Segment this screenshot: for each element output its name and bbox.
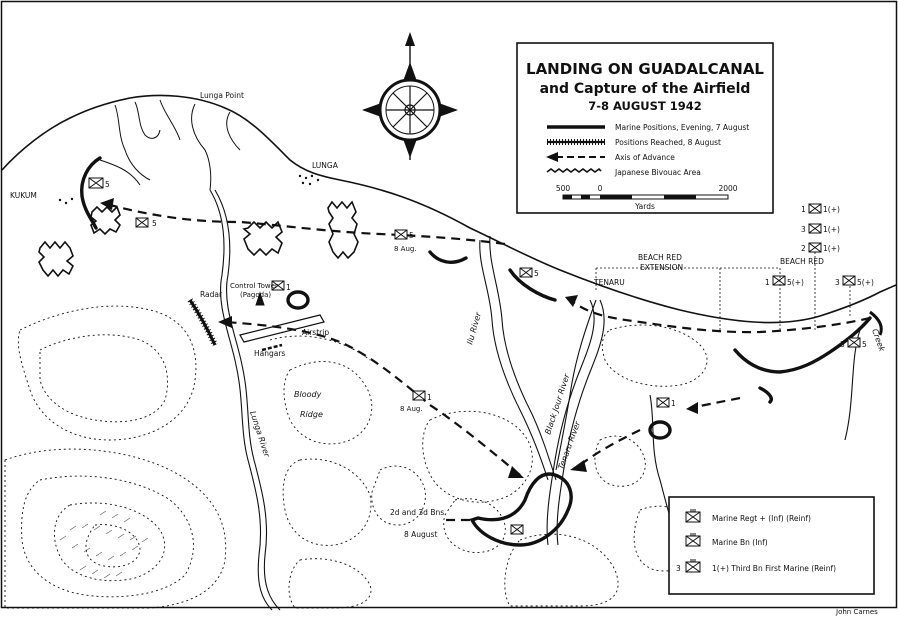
unit-symbol <box>511 525 523 534</box>
label-bloody: Bloody <box>294 390 322 399</box>
lunga-point-inlets <box>100 100 240 190</box>
marine-positions-7-aug <box>82 158 870 545</box>
legend-label: Positions Reached, 8 August <box>615 138 721 147</box>
title-box <box>517 43 773 213</box>
unit-label: 8 Aug. <box>394 245 417 253</box>
unit-symbol <box>773 276 785 285</box>
legend-symbol-label: Marine Regt + (Inf) (Reinf) <box>712 514 811 523</box>
unit-label: 1(+) <box>823 244 840 253</box>
label-tenaru-river: Tenaru River <box>556 420 583 471</box>
unit-label: 8 August <box>404 530 438 539</box>
unit-label: 1 <box>671 399 676 408</box>
label-creek: Creek <box>870 327 887 353</box>
hill-hachures <box>60 511 148 578</box>
unit-symbols <box>89 178 860 534</box>
unit-label: 1(+) <box>823 225 840 234</box>
legend-symbol-prefix: 3 <box>676 564 681 573</box>
label-lunga-point: Lunga Point <box>200 91 244 100</box>
label-lunga-river: Lunga River <box>248 409 272 459</box>
unit-symbol <box>809 224 821 233</box>
svg-text:2000: 2000 <box>718 184 738 193</box>
label-black-jour-river: Black Jour River <box>543 372 572 436</box>
legend-symbol-label: Marine Bn (Inf) <box>712 538 768 547</box>
legend-label: Japanese Bivouac Area <box>615 168 701 177</box>
unit-label: 5 <box>105 180 110 189</box>
unit-label: 1 <box>427 393 432 402</box>
contours <box>5 306 707 608</box>
unit-label: 5(+) <box>857 278 874 287</box>
label-pagoda: (Pagoda) <box>240 291 272 299</box>
svg-text:0: 0 <box>597 184 603 193</box>
unit-label: 1 <box>765 278 770 287</box>
unit-label: 5(+) <box>787 278 804 287</box>
title-line-1: LANDING ON GUADALCANAL <box>526 60 764 78</box>
compass-rose-icon <box>362 32 458 160</box>
lunga-river <box>215 190 280 610</box>
unit-label: 2d and 3d Bns <box>390 508 445 517</box>
unit-label: 5 <box>862 340 867 349</box>
unit-label: 2 <box>801 244 806 253</box>
unit-symbol <box>395 230 407 239</box>
unit-symbol <box>809 243 821 252</box>
unit-symbol <box>89 178 103 188</box>
label-ilu-river: Ilu River <box>465 311 483 346</box>
unit-symbol <box>657 398 669 407</box>
unit-symbol <box>848 338 860 347</box>
symbols-legend-box <box>669 497 874 594</box>
label-lunga: LUNGA <box>312 161 338 170</box>
legend-label: Marine Positions, Evening, 7 August <box>615 123 750 132</box>
scale-unit: Yards <box>635 202 655 211</box>
title-line-2: and Capture of the Airfield <box>539 81 751 97</box>
label-beach-red-extension-2: EXTENSION <box>640 263 684 272</box>
unit-labels <box>105 180 874 539</box>
label-tenaru: TENARU <box>594 278 625 287</box>
unit-label: 1 <box>286 283 291 292</box>
label-radar: Radar <box>200 290 223 299</box>
label-ridge: Ridge <box>300 410 323 419</box>
unit-symbol <box>809 204 821 213</box>
label-beach-red-extension: BEACH RED <box>638 253 682 262</box>
unit-label: 3 <box>835 278 840 287</box>
unit-label: 5 <box>534 269 539 278</box>
title-line-3: 7-8 AUGUST 1942 <box>588 99 702 113</box>
unit-label: 5 <box>409 231 414 240</box>
svg-text:500: 500 <box>555 184 571 193</box>
label-kukum: KUKUM <box>10 191 37 200</box>
label-control-tower: Control Tower <box>230 282 278 290</box>
unit-symbol <box>136 218 148 227</box>
advance-arrowheads <box>100 198 698 478</box>
label-beach-red: BEACH RED <box>780 257 824 266</box>
legend-symbol-label: 1(+) Third Bn First Marine (Reinf) <box>712 564 837 573</box>
unit-label: 8 Aug. <box>400 405 423 413</box>
credit: John Carnes <box>836 608 878 616</box>
unit-label: 1 <box>801 205 806 214</box>
unit-symbol <box>413 391 425 400</box>
unit-symbol <box>843 276 855 285</box>
unit-label: 3 <box>840 340 845 349</box>
unit-label: 1(+) <box>823 205 840 214</box>
unit-label: 5 <box>152 219 157 228</box>
legend-label: Axis of Advance <box>615 153 675 162</box>
unit-symbol <box>520 268 532 277</box>
label-hangars: Hangars <box>254 349 286 358</box>
label-airstrip: Airstrip <box>302 328 330 337</box>
unit-label: 3 <box>801 225 806 234</box>
